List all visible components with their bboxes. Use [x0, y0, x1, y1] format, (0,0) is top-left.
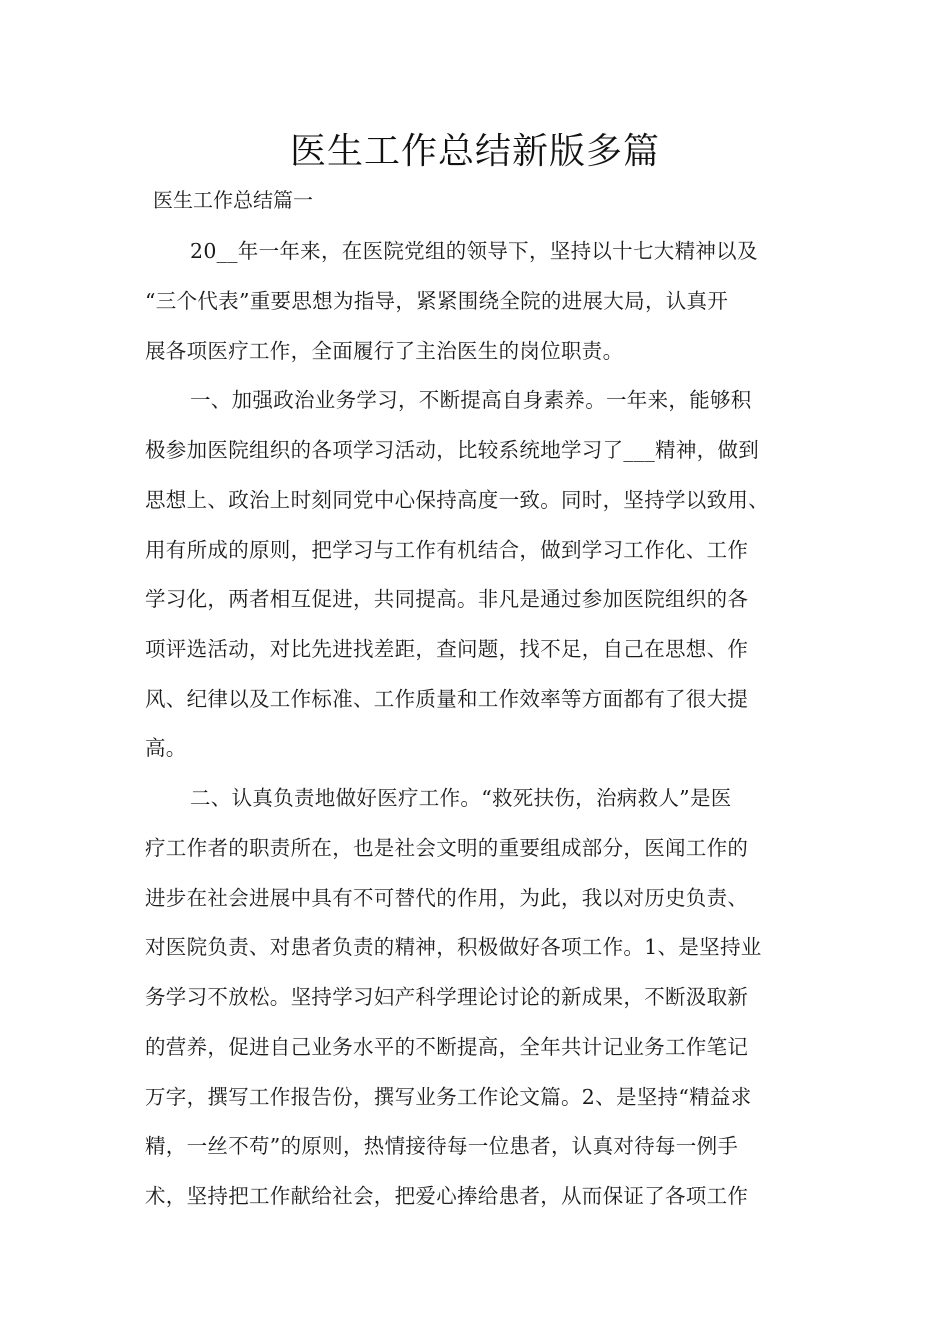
- paragraph-line: 对医院负责、对患者负责的精神，积极做好各项工作。1、是坚持业: [145, 935, 762, 959]
- paragraph-line: 万字，撰写工作报告份，撰写业务工作论文篇。2、是坚持“精益求: [145, 1085, 752, 1109]
- document-title: 医生工作总结新版多篇: [289, 131, 660, 172]
- paragraph-line: 高。: [145, 736, 187, 760]
- section-heading: 医生工作总结篇一: [153, 188, 313, 212]
- paragraph-line: 学习化，两者相互促进，共同提高。非凡是通过参加医院组织的各: [145, 587, 749, 611]
- paragraph-line: 务学习不放松。坚持学习妇产科学理论讨论的新成果，不断汲取新: [145, 985, 749, 1009]
- paragraph-line: 思想上、政治上时刻同党中心保持高度一致。同时，坚持学以致用、: [145, 488, 769, 512]
- paragraph-line: 精，一丝不苟”的原则，热情接待每一位患者，认真对待每一例手: [145, 1134, 739, 1158]
- paragraph-line: 极参加医院组织的各项学习活动，比较系统地学习了___精神，做到: [145, 438, 760, 462]
- paragraph-line: “三个代表”重要思想为指导，紧紧围绕全院的进展大局，认真开: [145, 289, 729, 313]
- paragraph-line: 20__年一年来，在医院党组的领导下，坚持以十七大精神以及: [190, 239, 758, 263]
- paragraph-line: 用有所成的原则，把学习与工作有机结合，做到学习工作化、工作: [145, 538, 749, 562]
- paragraph-line: 项评选活动，对比先进找差距，查问题，找不足，自己在思想、作: [145, 637, 749, 661]
- paragraph-line: 一、加强政治业务学习，不断提高自身素养。一年来，能够积: [190, 388, 752, 412]
- paragraph-line: 的营养，促进自己业务水平的不断提高，全年共计记业务工作笔记: [145, 1035, 749, 1059]
- paragraph-line: 风、纪律以及工作标准、工作质量和工作效率等方面都有了很大提: [145, 687, 749, 711]
- paragraph-line: 展各项医疗工作，全面履行了主治医生的岗位职责。: [145, 339, 624, 363]
- paragraph-line: 疗工作者的职责所在，也是社会文明的重要组成部分，医闻工作的: [145, 836, 749, 860]
- paragraph-line: 术，坚持把工作献给社会，把爱心捧给患者，从而保证了各项工作: [145, 1184, 749, 1208]
- paragraph-line: 二、认真负责地做好医疗工作。“救死扶伤，治病救人”是医: [190, 786, 732, 810]
- paragraph-line: 进步在社会进展中具有不可替代的作用，为此，我以对历史负责、: [145, 886, 749, 910]
